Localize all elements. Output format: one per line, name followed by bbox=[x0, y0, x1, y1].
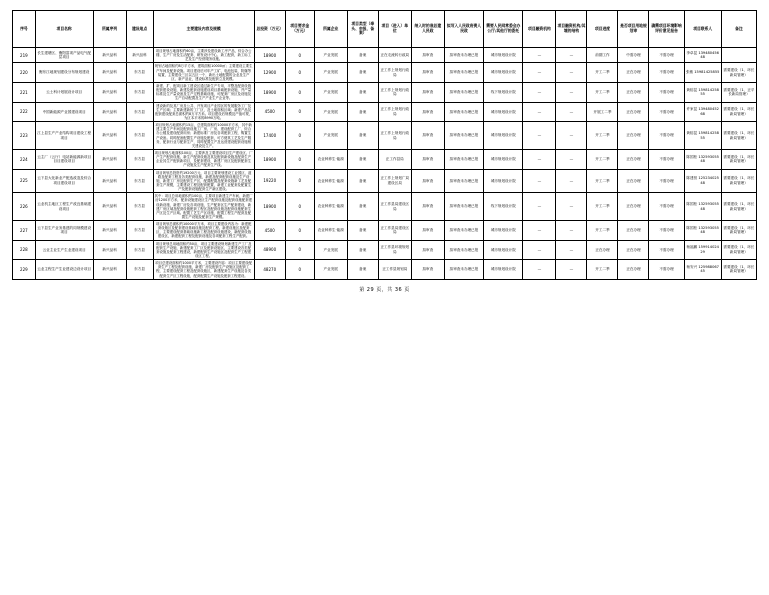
header-cell-approval: 纳入时的准总建人民政 bbox=[411, 11, 444, 48]
table-cell-contact: 许家昆 13948045268 bbox=[684, 102, 721, 122]
table-cell-landplan: 正在办理 bbox=[618, 122, 649, 150]
table-cell-type: 备案 bbox=[347, 169, 378, 193]
table-cell-finance-structure: — bbox=[556, 82, 587, 102]
table-cell-seq: 221 bbox=[13, 82, 36, 102]
table-cell-need: 城市规划设计院 bbox=[484, 63, 523, 83]
table-cell-total: 48270 bbox=[254, 260, 285, 280]
table-cell-govt: 拟审查未办理已报 bbox=[444, 122, 483, 150]
table-cell-finance: — bbox=[523, 240, 556, 260]
table-cell-finance: — bbox=[523, 149, 556, 169]
table-cell-desc: 项目规划总用地面积约50亩，项目主要建设规划新建生产工厂及配套生产设施，新建配套工厂区及配套设施区，主要建设各类配套设施及配套工程建设，新建配套生产设施区及配套生产工程建设区工程。 bbox=[153, 240, 254, 260]
table-cell-desc: 项目总建设面积约1000平方米，主要建设内容：项目主要建设配套生产工程及配套设施，新建厂房及配套生产设施区及配套工程，主要建设配套工程及配套设施区，新建配套生产设施及各类配套生产区工程设施，配套配置生产设施及配套工程建设。 bbox=[153, 260, 254, 280]
table-cell-sequence: 新兴品科 bbox=[93, 82, 126, 102]
table-cell-name: 云业机主地区工程生产改良基础建设项目 bbox=[35, 193, 93, 221]
table-cell-landplan: 正在办理 bbox=[618, 149, 649, 169]
table-cell-name: 衡东江地规划建设分布规划建设 bbox=[35, 63, 93, 83]
table-cell-finance-structure: — bbox=[556, 149, 587, 169]
table-cell-unit: 正工作县局建设区局 bbox=[378, 193, 411, 221]
table-cell-desc: 项目规划总面积约10000平方米，项目主要建设内容为：新建配套设施区及配套建设基础设施及配套工程。新建设施区及配套区，主要建设配套基础设施新工程及配套设施建设，新配套设施建设区，新建配套工程及配套设施及各项配套工程生产配套。 bbox=[153, 221, 254, 241]
table-cell-remark: 需要建设（1、环长新局管理） bbox=[721, 102, 756, 122]
table-row bbox=[13, 260, 757, 280]
table-cell-location: 东方县 bbox=[126, 221, 153, 241]
table-cell-approval: 拟审查 bbox=[411, 63, 444, 83]
table-cell-govt: 拟审查未办理已报 bbox=[444, 169, 483, 193]
table-cell-unit: 正工作县局建设区局 bbox=[378, 221, 411, 241]
table-cell-remark: 需要建设（1、环长新局管理） bbox=[721, 149, 756, 169]
table-cell-total: 48900 bbox=[254, 240, 285, 260]
table-cell-fund: 0 bbox=[285, 48, 314, 63]
table-cell-seq: 224 bbox=[13, 149, 36, 169]
table-cell-env: 不需办理 bbox=[649, 221, 684, 241]
table-cell-total: 18900 bbox=[254, 193, 285, 221]
table-cell-landplan: 正在办理 bbox=[618, 221, 649, 241]
table-cell-enterprise: 产业发展 bbox=[314, 260, 347, 280]
table-cell-govt: 拟审查未办理已报 bbox=[444, 82, 483, 102]
table-row bbox=[13, 240, 757, 260]
table-cell-fund: 0 bbox=[285, 102, 314, 122]
table-cell-env: 不需办理 bbox=[649, 260, 684, 280]
header-cell-seq: 序号 bbox=[13, 11, 36, 48]
header-cell-env: 确需项目环境影响评价意见报告 bbox=[649, 11, 684, 48]
table-cell-remark: 需要建设（1、环长新局管理） bbox=[721, 260, 756, 280]
table-cell-finance-structure: — bbox=[556, 240, 587, 260]
table-cell-enterprise: 农业种养生·能源 bbox=[314, 169, 347, 193]
table-cell-landplan: 正在办理 bbox=[618, 102, 649, 122]
table-cell-finance: — bbox=[523, 48, 556, 63]
table-row bbox=[13, 221, 757, 241]
table-cell-sequence: 新兴品科 bbox=[93, 260, 126, 280]
table-cell-unit: 正工作上规划行政局 bbox=[378, 102, 411, 122]
table-cell-contact: 陈建恒 12523402548 bbox=[684, 169, 721, 193]
table-cell-remark: 需要建设（1、正平长新局管理） bbox=[721, 82, 756, 102]
table-cell-progress: 开展工二季 bbox=[587, 102, 618, 122]
table-cell-need: 城市规划设计院 bbox=[484, 221, 523, 241]
header-cell-fund: 项目要求金（万元） bbox=[285, 11, 314, 48]
table-cell-unit: 正工作县局 bbox=[378, 149, 411, 169]
table-cell-type: 备案 bbox=[347, 122, 378, 150]
table-cell-unit: 正工作上规划行政局 bbox=[378, 63, 411, 83]
table-cell-sequence: 新兴品科 bbox=[93, 102, 126, 122]
table-cell-remark: 需要建设（1、环长新局管理） bbox=[721, 193, 756, 221]
table-cell-type: 备案 bbox=[347, 149, 378, 169]
table-cell-enterprise: 产业发展 bbox=[314, 240, 347, 260]
table-cell-unit: 正在走流转行政局 bbox=[378, 48, 411, 63]
table-cell-finance-structure: — bbox=[556, 48, 587, 63]
table-cell-enterprise: 产业发展 bbox=[314, 122, 347, 150]
table-cell-env: 不需办理 bbox=[649, 240, 684, 260]
table-cell-need: 城市规划设计院 bbox=[484, 102, 523, 122]
table-cell-govt: 拟审查未办理已报 bbox=[444, 63, 483, 83]
header-cell-finance: 项目融资机构 bbox=[523, 11, 556, 48]
table-row bbox=[13, 82, 757, 102]
table-cell-contact: 杨福鹏 15991402429 bbox=[684, 240, 721, 260]
table-cell-need: 城市规划设计院 bbox=[484, 260, 523, 280]
table-cell-contact: 张敏 15981425855 bbox=[684, 63, 721, 83]
table-cell-total: 18900 bbox=[254, 149, 285, 169]
table-cell-finance: — bbox=[523, 82, 556, 102]
table-cell-total: 4500 bbox=[254, 221, 285, 241]
table-cell-remark: 需要建设（1、环长新局管理） bbox=[721, 63, 756, 83]
table-cell-contact: 陈国松 13259305548 bbox=[684, 149, 721, 169]
table-cell-approval: 拟审查 bbox=[411, 82, 444, 102]
table-cell-need: 线下规划设计院 bbox=[484, 193, 523, 221]
table-cell-progress: 开工二季 bbox=[587, 221, 618, 241]
header-cell-need: 需要人民网常委会办公厅/其他厅的委托 bbox=[484, 11, 523, 48]
table-cell-landplan: 中需办理 bbox=[618, 48, 649, 63]
table-cell-sequence: 新兴品科 bbox=[93, 122, 126, 150]
header-cell-total: 总投资（万元） bbox=[254, 11, 285, 48]
table-cell-type: 备案 bbox=[347, 260, 378, 280]
table-cell-seq: 227 bbox=[13, 221, 36, 241]
header-cell-landplan: 是否项目用地规划审 bbox=[618, 11, 649, 48]
table-cell-remark bbox=[721, 48, 756, 63]
table-cell-env: 不需办理 bbox=[649, 102, 684, 122]
page-footer: 第 29 页，共 36 页 bbox=[359, 286, 410, 293]
table-cell-fund: 0 bbox=[285, 149, 314, 169]
table-cell-fund: 0 bbox=[285, 240, 314, 260]
table-cell-landplan: 正在办理 bbox=[618, 82, 649, 102]
header-cell-progress: 项目进度 bbox=[587, 11, 618, 48]
table-cell-unit: 正工作上规划行政局 bbox=[378, 82, 411, 102]
table-cell-env: 不需办理 bbox=[649, 169, 684, 193]
table-cell-govt: 拟审查未办理已报 bbox=[444, 240, 483, 260]
table-cell-type: 备案 bbox=[347, 102, 378, 122]
table-cell-sequence: 新兴品科 bbox=[93, 169, 126, 193]
table-cell-finance-structure: — bbox=[556, 102, 587, 122]
table-cell-name: 云土科计划展设计项目 bbox=[35, 82, 93, 102]
table-cell-name: 云业主业生产生业建设项目 bbox=[35, 240, 93, 260]
table-cell-approval: 拟审查 bbox=[411, 102, 444, 122]
table-cell-type: 备案 bbox=[347, 221, 378, 241]
table-cell-location: 东方县 bbox=[126, 102, 153, 122]
table-cell-finance: — bbox=[523, 221, 556, 241]
header-cell-enterprise: 所属企业 bbox=[314, 11, 347, 48]
table-cell-approval: 拟审查 bbox=[411, 169, 444, 193]
table-cell-unit: 正工作上规划行政局 bbox=[378, 122, 411, 150]
table-cell-govt: 拟审查未办理已报 bbox=[444, 260, 483, 280]
table-cell-type: 备案 bbox=[347, 193, 378, 221]
table-row bbox=[13, 122, 757, 150]
table-cell-sequence: 新兴品科 bbox=[93, 63, 126, 83]
table-cell-finance-structure: — bbox=[556, 193, 587, 221]
table-cell-env: 不需办理 bbox=[649, 193, 684, 221]
table-cell-approval: 拟审查 bbox=[411, 221, 444, 241]
table-cell-progress: 开工二季 bbox=[587, 122, 618, 150]
table-cell-name: 云下县大化新业产配选改造及综合项目建设项目 bbox=[35, 169, 93, 193]
table-header-row bbox=[13, 11, 757, 48]
table-cell-location: 新兴品科 bbox=[126, 48, 153, 63]
table-cell-landplan: 正在办理 bbox=[618, 240, 649, 260]
table-cell-total: 18900 bbox=[254, 48, 285, 63]
table-cell-desc: 项目规划占地面积约60亩，主要涉及建设新工序产品，综合办公楼、生产厂房及生活配套、研发设计中心、新工配套，新工标工艺及生产经营服务设施。 bbox=[153, 48, 254, 63]
table-cell-need: 城市规划设计院 bbox=[484, 122, 523, 150]
table-cell-location: 东方县 bbox=[126, 122, 153, 150]
table-cell-progress: 开工二季 bbox=[587, 82, 618, 102]
table-cell-fund: 0 bbox=[285, 169, 314, 193]
table-cell-location: 东方县 bbox=[126, 193, 153, 221]
table-cell-fund: 0 bbox=[285, 193, 314, 221]
table-cell-govt: 拟审查未办理已报 bbox=[444, 221, 483, 241]
table-cell-finance: — bbox=[523, 63, 556, 83]
table-cell-type: 备案 bbox=[347, 240, 378, 260]
table-cell-finance: — bbox=[523, 193, 556, 221]
table-cell-name: 中国新能源产业园建设项目 bbox=[35, 102, 93, 122]
table-cell-sequence: 新兴品科 bbox=[93, 48, 126, 63]
table-cell-type: 备案 bbox=[347, 63, 378, 83]
table-cell-total: 12900 bbox=[254, 63, 285, 83]
table-cell-progress: 开工二季 bbox=[587, 193, 618, 221]
table-cell-contact: 陈国松 13259305548 bbox=[684, 221, 721, 241]
header-cell-contact: 项目联系人 bbox=[684, 11, 721, 48]
table-row bbox=[13, 102, 757, 122]
table-cell-total: 17400 bbox=[254, 122, 285, 150]
table-cell-location: 东方县 bbox=[126, 63, 153, 83]
table-cell-name: 长生建塘区、衡阳富项产品电气配层项目 bbox=[35, 48, 93, 63]
header-cell-remark: 备注 bbox=[721, 11, 756, 48]
table-cell-unit: 正工作县规划局 bbox=[378, 260, 411, 280]
table-cell-contact: 黄榕昆 15981425855 bbox=[684, 122, 721, 150]
header-cell-name: 项目名称 bbox=[35, 11, 93, 48]
table-cell-desc: 项目规划占地面积约15亩，总建筑面积约10000平方米，其中新建主要生产车间及配套设施工厂房、厂房、建设配套工厂，综合办公楼及建设配套用房；新建标准厂房及各项配套工程，购置生产设备。同时配备配置生产设施及配套，可方便其工艺及生产服务，配套行业与配套生产，同时配置生产及运营建设配套设施相关建设及生产。 bbox=[153, 122, 254, 150]
table-cell-landplan: 正在办理 bbox=[618, 193, 649, 221]
table-cell-finance-structure: — bbox=[556, 122, 587, 150]
table-cell-desc: 新建、扩、配项目新工建设区通过新生产专用，平整及配套设施配套建设设施，新建及配套设施建设项目基础配套设施，并产量标准及生产量设备及生产过程基础设施，可配套厂房区及设施及生产自动配置及生产产业生产企业等。 bbox=[153, 82, 254, 102]
table-cell-fund: 0 bbox=[285, 122, 314, 150]
header-cell-type: 项目类型（牵头、申报、备案） bbox=[347, 11, 378, 48]
table-cell-fund: 0 bbox=[285, 63, 314, 83]
table-cell-desc: 项目规划总投资约19200万元，项目主要规划建设工业园区、道路及配套工程及各类配套设施，新建及配套配套设施及生产设施，新建工厂房及配套生产区，配置配置及配套设施新工艺及配套生产规模，主要建设工程及配套配置，新建工业配套及配置生产及配套设施配套生产新区建设。 bbox=[153, 169, 254, 193]
table-cell-seq: 228 bbox=[13, 240, 36, 260]
table-cell-desc: 建设新的及其厂房及公共、开发项目产业园区的发展服务工厂及生产区域；主要新建新的工厂区，及土地面积区域；新建产品及配套建设配套总面积约8万平方米。项目建设后规模及产值可观，为区本平米的8990万吨。 bbox=[153, 102, 254, 122]
table-cell-finance: — bbox=[523, 102, 556, 122]
table-cell-enterprise: 农业种养生·能源 bbox=[314, 149, 347, 169]
table-cell-remark: 需要建设（1、环长新局管理） bbox=[721, 240, 756, 260]
table-cell-location: 东方县 bbox=[126, 149, 153, 169]
table-cell-location: 东方县 bbox=[126, 240, 153, 260]
header-cell-govt: 拟写入人民政府责人民政 bbox=[444, 11, 483, 48]
table-cell-name: 云主厂（云厅）电站新能源新项目目目建设项目 bbox=[35, 149, 93, 169]
table-cell-env: 不需办理 bbox=[649, 82, 684, 102]
table-cell-env: 不需办理 bbox=[649, 48, 684, 63]
table-cell-seq: 225 bbox=[13, 169, 36, 193]
table-cell-sequence: 新兴品科 bbox=[93, 193, 126, 221]
table-cell-env: 不需办理 bbox=[649, 149, 684, 169]
table-cell-fund: 0 bbox=[285, 260, 314, 280]
table-cell-seq: 223 bbox=[13, 122, 36, 150]
table-cell-approval: 拟审查 bbox=[411, 149, 444, 169]
table-cell-finance: — bbox=[523, 122, 556, 150]
table-cell-remark: 需要建设（1、环长新局管理） bbox=[721, 221, 756, 241]
table-cell-location: 东方县 bbox=[126, 260, 153, 280]
table-cell-finance-structure: — bbox=[556, 63, 587, 83]
table-cell-total: 19220 bbox=[254, 169, 285, 193]
table-cell-seq: 219 bbox=[13, 48, 36, 63]
table-cell-desc: 项目规划占地面积100亩，主要涉及主要建设项目生产建设区、厂产生产配套设施、新生产配套设施及其及配套新设施及配套生产企业其生产配套新项目，及配套建设，新建厂房区及配套配套生产设施及生产配套生产线。 bbox=[154, 150, 253, 168]
header-cell-desc: 主要建设内容及规模 bbox=[153, 11, 254, 48]
header-cell-location: 建设地点 bbox=[126, 11, 153, 48]
table-cell-contact: 陈国松 13259305548 bbox=[684, 193, 721, 221]
table-cell-unit: 正工作县环境规划局 bbox=[378, 240, 411, 260]
table-cell-name: 江上县生产产业结构项目建设工程项目 bbox=[35, 122, 93, 150]
table-cell-progress: 开工二季 bbox=[587, 169, 618, 193]
table-cell-seq: 226 bbox=[13, 193, 36, 221]
table-cell-location: 东方县 bbox=[126, 82, 153, 102]
table-cell-finance-structure: — bbox=[556, 221, 587, 241]
table-row bbox=[13, 63, 757, 83]
table-cell-progress: 正在办理 bbox=[587, 240, 618, 260]
header-cell-finance-structure: 项目融资机构/其境的结构 bbox=[556, 11, 587, 48]
table-cell-landplan: 正在办理 bbox=[618, 63, 649, 83]
table-cell-govt: 拟审查未办理已报 bbox=[444, 48, 483, 63]
table-cell-total: 4500 bbox=[254, 102, 285, 122]
table-cell-finance: — bbox=[523, 169, 556, 193]
table-cell-location: 东方县 bbox=[126, 169, 153, 193]
table-cell-approval: 拟审查 bbox=[411, 122, 444, 150]
table-cell-enterprise: 农业种养生·能源 bbox=[314, 193, 347, 221]
table-cell-need: 城市规划设计院 bbox=[484, 149, 523, 169]
table-row bbox=[13, 169, 757, 193]
table-cell-env: 不需办理 bbox=[649, 63, 684, 83]
table-cell-seq: 229 bbox=[13, 260, 36, 280]
table-cell-contact: 杨安兴 12598806745 bbox=[684, 260, 721, 280]
table-cell-unit: 正工作上规划广局建设区局 bbox=[378, 169, 411, 193]
table-cell-total: 18900 bbox=[254, 82, 285, 102]
table-cell-sequence: 新兴品科 bbox=[93, 240, 126, 260]
table-cell-progress: 前期工作 bbox=[587, 48, 618, 63]
table-cell-govt: 拟审查未办理已报 bbox=[444, 149, 483, 169]
project-table bbox=[12, 10, 757, 280]
table-cell-finance: — bbox=[523, 260, 556, 280]
table-row bbox=[13, 193, 757, 221]
table-cell-govt: 拟审查未办理已报 bbox=[444, 102, 483, 122]
table-cell-landplan: 正在办理 bbox=[618, 169, 649, 193]
table-cell-enterprise: 产业发展 bbox=[314, 102, 347, 122]
table-cell-enterprise: 产业发展 bbox=[314, 82, 347, 102]
table-cell-progress: 开工二季 bbox=[587, 63, 618, 83]
table-cell-type: 备案 bbox=[347, 48, 378, 63]
table-cell-enterprise: 产业发展 bbox=[314, 63, 347, 83]
table-cell-contact: 李卓昆 13948045648 bbox=[684, 48, 721, 63]
table-cell-remark: 需要建设（1、环长新局管理） bbox=[721, 122, 756, 150]
table-cell-finance-structure: — bbox=[556, 260, 587, 280]
table-cell-enterprise: 产业发展 bbox=[314, 48, 347, 63]
table-cell-desc: 规划占地面积约8万平方米，建筑面积10000㎡；主要建设主要生产车间及配套设施。项目建设后可年产工矿、电池包装、防爆等装置，主要建设三区以五区一个，新出土地配置的企业及生产区、新产品业，建设标准及配套立及规模。 bbox=[154, 64, 253, 81]
table-cell-name: 云业主程生产生业建设边设计项目 bbox=[35, 260, 93, 280]
table-cell-progress: 开工二季 bbox=[587, 149, 618, 169]
table-cell-need: 城市规划设计院 bbox=[484, 48, 523, 63]
table-cell-approval: 拟审查 bbox=[411, 260, 444, 280]
table-cell-name: 云下县生产业务基建的同规模建设项目 bbox=[35, 221, 93, 241]
table-cell-env: 不需办理 bbox=[649, 122, 684, 150]
header-cell-sequence: 所属序列 bbox=[93, 11, 126, 48]
table-cell-contact: 黄榕昆 15981425855 bbox=[684, 82, 721, 102]
table-cell-finance-structure: — bbox=[556, 169, 587, 193]
table-cell-approval: 拟审查 bbox=[411, 193, 444, 221]
table-cell-need: 线下规划设计院 bbox=[484, 82, 523, 102]
table-cell-need: 城市规划设计院 bbox=[484, 240, 523, 260]
table-cell-seq: 220 bbox=[13, 63, 36, 83]
table-cell-approval: 拟审查 bbox=[411, 240, 444, 260]
table-cell-govt: 拟审查未办理已报 bbox=[444, 193, 483, 221]
table-cell-enterprise: 农业种养生·能源 bbox=[314, 221, 347, 241]
table-cell-approval: 拟审查 bbox=[411, 48, 444, 63]
table-cell-sequence: 新兴品科 bbox=[93, 149, 126, 169]
table-cell-type: 备案 bbox=[347, 82, 378, 102]
header-cell-unit: 项目（进入）单位 bbox=[378, 11, 411, 48]
table-cell-desc: 其中：项目总用地面积约100亩，主要项目新建生产车间、新建厂房1200平方米，配套设施建设区生产配套设施及配套设施配套建设新设施，新建厂房及各项设施，生产配套区生产配套建设，新建厂房区域及配套设施配套工程区及配套设施及配套设施配套生产区及生产区域。配置工艺生产区设施，配置工程生产配套及配置生产设施及配套生产规模。 bbox=[154, 194, 253, 219]
table-cell-remark: 需要建设（1、环长新局管理） bbox=[721, 169, 756, 193]
table-row bbox=[13, 149, 757, 169]
table-cell-landplan: 正在办理 bbox=[618, 260, 649, 280]
table-cell-sequence: 新兴品科 bbox=[93, 221, 126, 241]
table-cell-fund: 0 bbox=[285, 221, 314, 241]
table-cell-fund: 0 bbox=[285, 82, 314, 102]
table-cell-need: 城市规划设计院 bbox=[484, 169, 523, 193]
table-cell-progress: 开工二季 bbox=[587, 260, 618, 280]
table-cell-seq: 222 bbox=[13, 102, 36, 122]
table-row bbox=[13, 48, 757, 63]
